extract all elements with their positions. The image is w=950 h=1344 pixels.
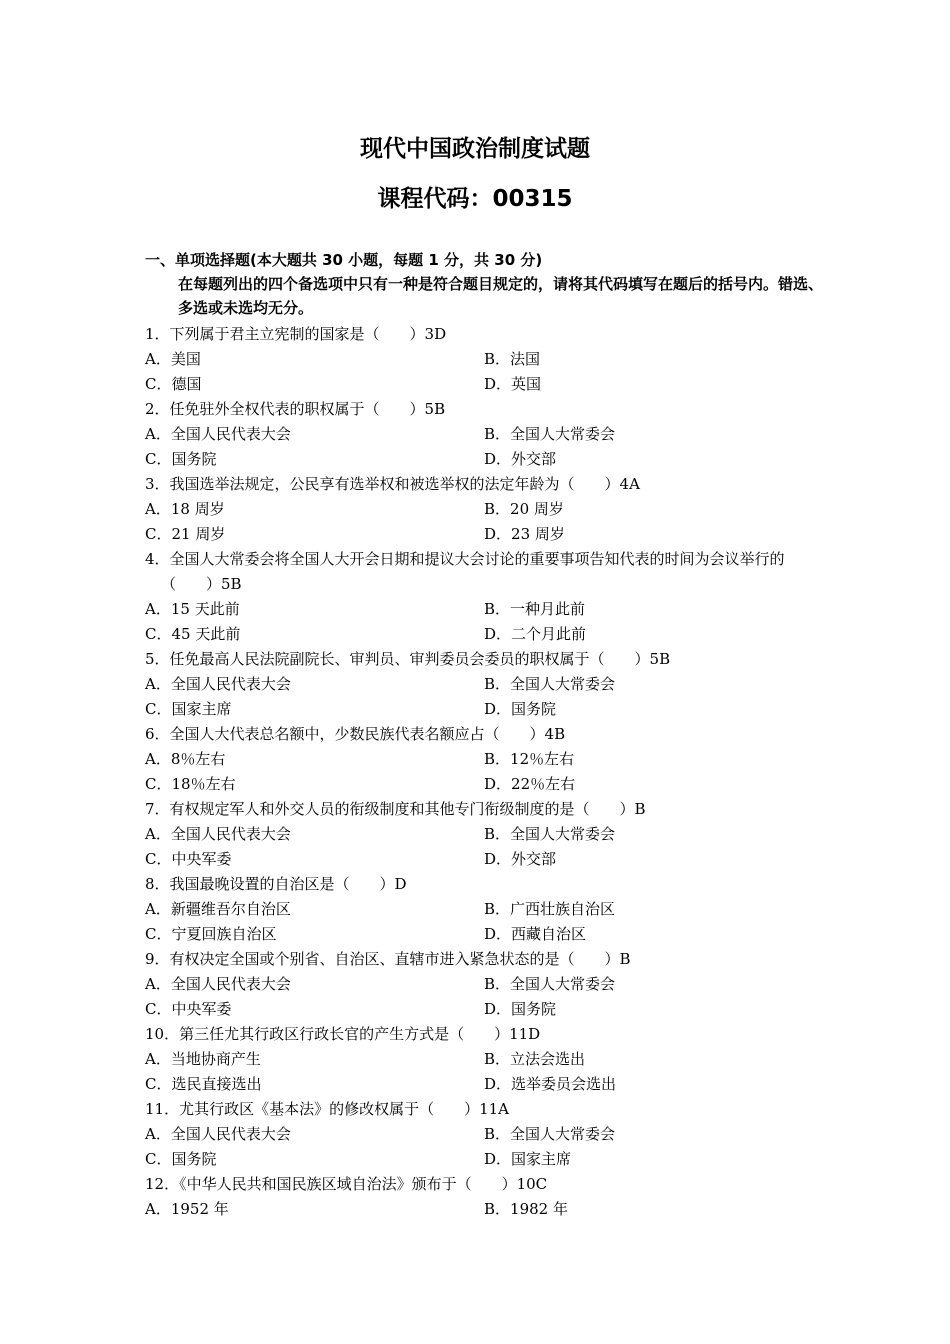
answer-option: A．全国人民代表大会 xyxy=(145,425,291,443)
answer-option: C．宁夏回族自治区 xyxy=(145,925,277,943)
answer-option: C．国务院 xyxy=(145,1150,217,1168)
question-item xyxy=(145,797,825,872)
answer-option: D．23 周岁 xyxy=(484,525,565,543)
answer-option: C．中央军委 xyxy=(145,1000,232,1018)
option-group xyxy=(145,1047,825,1097)
answer-option: C．45 天此前 xyxy=(145,625,241,643)
answer-option: C．中央军委 xyxy=(145,850,232,868)
answer-option: D．二个月此前 xyxy=(484,625,587,643)
answer-option: D．英国 xyxy=(484,375,542,393)
answer-option: C．国务院 xyxy=(145,450,217,468)
answer-option: D．22％左右 xyxy=(484,775,576,793)
option-group xyxy=(145,1197,825,1222)
option-group xyxy=(145,347,825,397)
answer-option: D．国家主席 xyxy=(484,1150,572,1168)
answer-option: A．美国 xyxy=(145,350,201,368)
question-item xyxy=(145,1022,825,1097)
question-item xyxy=(145,322,825,397)
answer-option: B．全国人大常委会 xyxy=(484,675,616,693)
answer-option: D．国务院 xyxy=(484,700,557,718)
question-item xyxy=(145,722,825,797)
question-item xyxy=(145,547,825,647)
answer-option: A．新疆维吾尔自治区 xyxy=(145,900,291,918)
answer-option: C．德国 xyxy=(145,375,202,393)
answer-option: A．1952 年 xyxy=(145,1200,229,1218)
answer-option: B．广西壮族自治区 xyxy=(484,900,616,918)
option-group xyxy=(145,672,825,722)
option-group xyxy=(145,1122,825,1172)
answer-option: A．8％左右 xyxy=(145,750,226,768)
option-group xyxy=(145,972,825,1022)
question-item xyxy=(145,647,825,722)
option-group xyxy=(145,497,825,547)
section-header xyxy=(145,248,825,320)
answer-option: A．18 周岁 xyxy=(145,500,225,518)
answer-option: D．国务院 xyxy=(484,1000,557,1018)
question-text: 9．有权决定全国或个别省、自治区、直辖市进入紧急状态的是（ ）B xyxy=(145,950,631,968)
answer-option: C．18％左右 xyxy=(145,775,236,793)
question-item xyxy=(145,1172,825,1222)
answer-option: B．1982 年 xyxy=(484,1200,568,1218)
answer-option: B．法国 xyxy=(484,350,541,368)
answer-option: C．21 周岁 xyxy=(145,525,226,543)
question-text: 7．有权规定军人和外交人员的衔级制度和其他专门衔级制度的是（ ）B xyxy=(145,800,646,818)
option-group xyxy=(145,597,825,647)
answer-option: D．外交部 xyxy=(484,850,557,868)
answer-option: B．全国人大常委会 xyxy=(484,825,616,843)
answer-option: A．15 天此前 xyxy=(145,600,240,618)
question-item xyxy=(145,472,825,547)
question-text: 4．全国人大常委会将全国人大开会日期和提议大会讨论的重要事项告知代表的时间为会议举行的（ ）5B xyxy=(145,550,785,593)
section-heading: 一、单项选择题(本大题共 30 小题，每题 1 分，共 30 分) xyxy=(145,251,543,269)
question-text: 12．《中华人民共和国民族区域自治法》颁布于（ ）10C xyxy=(145,1175,548,1193)
question-text: 3．我国选举法规定，公民享有选举权和被选举权的法定年龄为（ ）4A xyxy=(145,475,640,493)
answer-option: C．选民直接选出 xyxy=(145,1075,262,1093)
answer-option: B．全国人大常委会 xyxy=(484,975,616,993)
option-group xyxy=(145,822,825,872)
answer-option: B．立法会选出 xyxy=(484,1050,586,1068)
question-text: 10．第三任尤其行政区行政长官的产生方式是（ ）11D xyxy=(145,1025,541,1043)
question-text: 2．任免驻外全权代表的职权属于（ ）5B xyxy=(145,400,446,418)
answer-option: D．选举委员会选出 xyxy=(484,1075,617,1093)
course-code: 课程代码：00315 xyxy=(377,186,573,212)
answer-option: D．西藏自治区 xyxy=(484,925,587,943)
question-list xyxy=(145,322,825,1222)
question-item xyxy=(145,872,825,947)
question-text: 6．全国人大代表总名额中，少数民族代表名额应占（ ）4B xyxy=(145,725,566,743)
question-text: 5．任免最高人民法院副院长、审判员、审判委员会委员的职权属于（ ）5B xyxy=(145,650,671,668)
answer-option: A．全国人民代表大会 xyxy=(145,975,291,993)
answer-option: B．全国人大常委会 xyxy=(484,425,616,443)
question-text: 11．尤其行政区《基本法》的修改权属于（ ）11A xyxy=(145,1100,510,1118)
answer-option: B．一种月此前 xyxy=(484,600,586,618)
option-group xyxy=(145,422,825,472)
answer-option: B．12％左右 xyxy=(484,750,575,768)
answer-option: C．国家主席 xyxy=(145,700,232,718)
answer-option: B．20 周岁 xyxy=(484,500,564,518)
question-text: 8．我国最晚设置的自治区是（ ）D xyxy=(145,875,407,893)
answer-option: A．全国人民代表大会 xyxy=(145,825,291,843)
answer-option: A．全国人民代表大会 xyxy=(145,1125,291,1143)
page-title: 现代中国政治制度试题 xyxy=(360,136,590,162)
question-item xyxy=(145,397,825,472)
answer-option: A．当地协商产生 xyxy=(145,1050,261,1068)
question-item xyxy=(145,1097,825,1172)
question-text: 1．下列属于君主立宪制的国家是（ ）3D xyxy=(145,325,447,343)
question-item xyxy=(145,947,825,1022)
answer-option: A．全国人民代表大会 xyxy=(145,675,291,693)
section-instruction: 在每题列出的四个备选项中只有一种是符合题目规定的，请将其代码填写在题后的括号内。错选、多选或未选均无分。 xyxy=(178,275,824,317)
answer-option: D．外交部 xyxy=(484,450,557,468)
option-group xyxy=(145,897,825,947)
answer-option: B．全国人大常委会 xyxy=(484,1125,616,1143)
option-group xyxy=(145,747,825,797)
